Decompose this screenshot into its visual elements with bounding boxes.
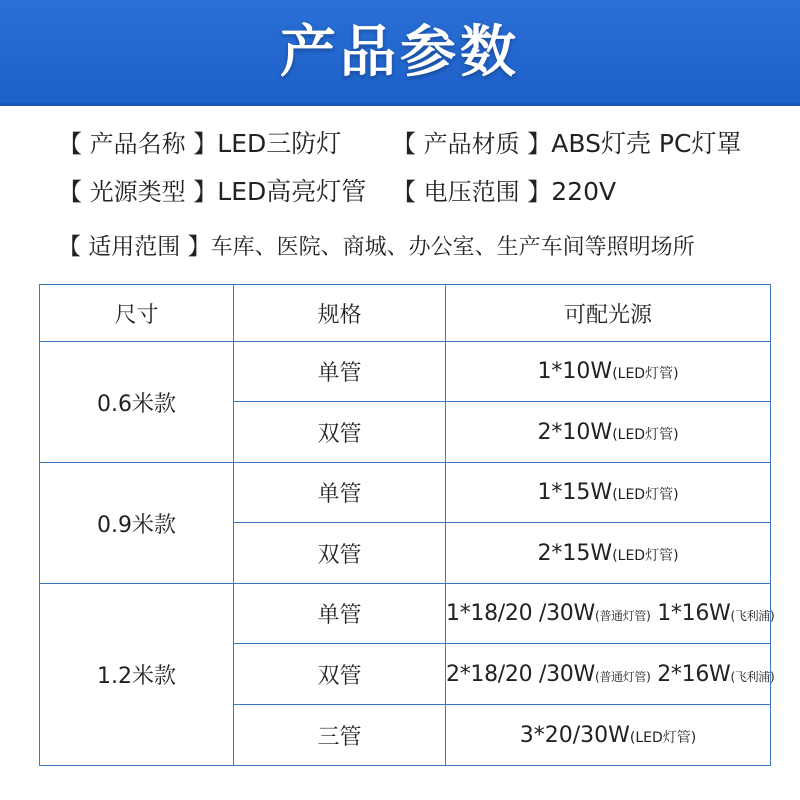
source-note: (LED灯管) (612, 487, 679, 503)
header-source: 可配光源 (446, 285, 771, 342)
spec-value: LED高亮灯管 (217, 177, 367, 206)
source-value: 1*10W (537, 359, 613, 384)
source-value: 2*18/20 /30W (446, 661, 595, 687)
spec-value: LED三防灯 (217, 129, 342, 158)
source-note-alt: (飞利浦) (730, 609, 775, 623)
spec-label: 【 适用范围 】 (58, 234, 211, 260)
size-cell: 0.9米款 (40, 463, 234, 584)
header-spec: 规格 (234, 285, 446, 342)
spec-voltage (392, 172, 616, 207)
spec-material (392, 124, 741, 160)
source-note: (LED灯管) (612, 426, 679, 443)
source-note: (LED灯管) (629, 729, 697, 746)
source-note: (普通灯管) (594, 669, 651, 684)
table-row (40, 342, 771, 402)
source-cell (446, 644, 775, 705)
header-size: 尺寸 (40, 285, 234, 342)
source-value: 3*20/30W (519, 722, 630, 748)
source-cell (446, 705, 771, 766)
spec-cell: 单管 (234, 342, 446, 402)
spec-value: 220V (551, 177, 617, 206)
spec-product-name (58, 124, 341, 160)
spec-cell: 三管 (234, 705, 446, 766)
source-cell (446, 584, 775, 644)
source-cell (446, 523, 771, 584)
spec-light-source (58, 172, 366, 208)
source-value: 1*18/20 /30W (446, 601, 595, 626)
source-note: (LED灯管) (612, 366, 679, 382)
spec-label: 【 产品材质 】 (392, 130, 552, 158)
page-title: 产品参数 (280, 20, 520, 85)
spec-application (58, 228, 695, 261)
table-header-row (40, 285, 771, 342)
source-note: (LED灯管) (612, 547, 679, 564)
source-cell (446, 342, 771, 402)
size-cell: 0.6米款 (40, 342, 234, 463)
source-value-alt: 2*16W (657, 661, 731, 687)
spec-label: 【 产品名称 】 (58, 130, 218, 158)
source-value: 2*10W (537, 419, 613, 445)
spec-cell: 单管 (234, 584, 446, 644)
source-cell (446, 463, 771, 523)
source-value: 1*15W (537, 480, 613, 505)
spec-cell: 双管 (234, 523, 446, 584)
table-row (40, 463, 771, 523)
spec-cell: 双管 (234, 644, 446, 705)
table-row (40, 584, 771, 644)
spec-cell: 单管 (234, 463, 446, 523)
spec-cell: 双管 (234, 402, 446, 463)
source-note-alt: (飞利浦) (730, 669, 775, 684)
source-cell (446, 402, 771, 463)
spec-label: 【 电压范围 】 (392, 178, 552, 206)
size-cell: 1.2米款 (40, 584, 234, 766)
params-table (39, 284, 775, 766)
source-value-alt: 1*16W (657, 601, 731, 626)
source-note: (普通灯管) (594, 609, 651, 623)
source-value: 2*15W (537, 540, 613, 566)
spec-label: 【 光源类型 】 (58, 178, 218, 206)
spec-value: ABS灯壳 PC灯罩 (551, 129, 742, 158)
spec-value: 车库、医院、商城、办公室、生产车间等照明场所 (210, 235, 695, 260)
